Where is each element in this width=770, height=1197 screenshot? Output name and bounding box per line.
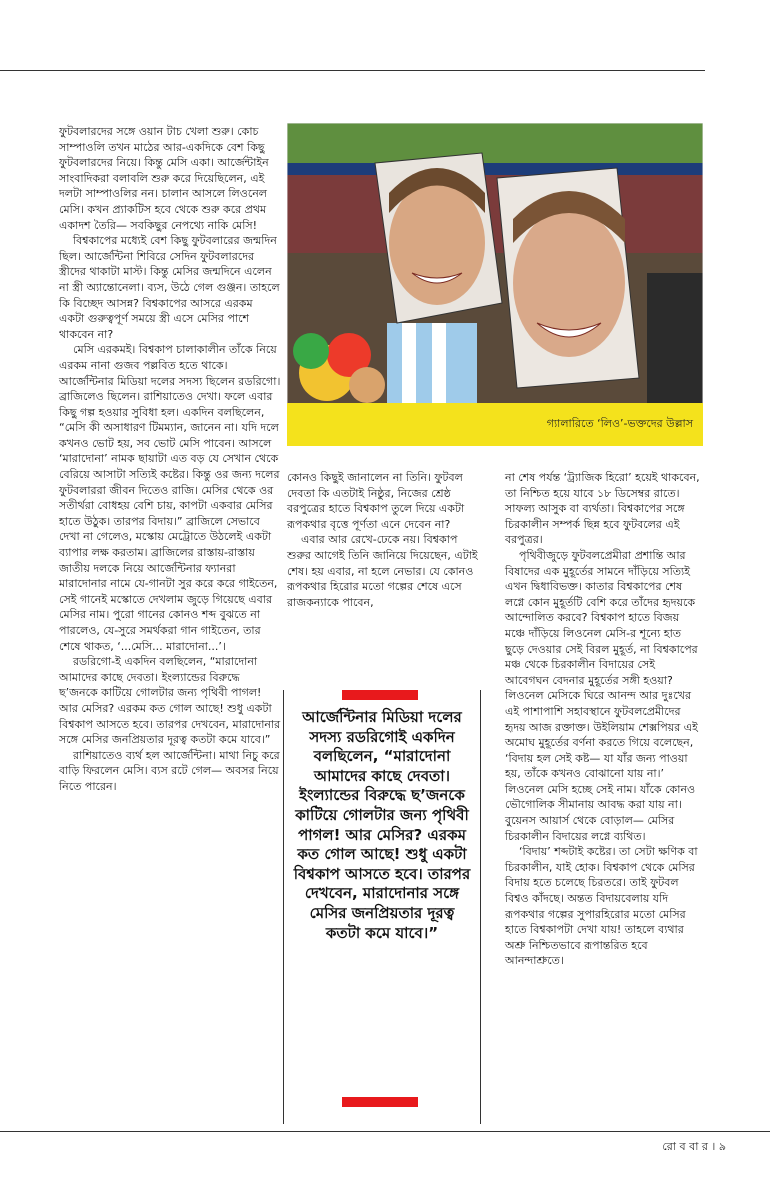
article-paragraph: ফুটবলারদের সঙ্গে ওয়ান টাচ খেলা শুরু। কোচ সাম্পাওলি তখন মাঠের আর-একদিকে বেশ কিছু ফুটবলারদের নিয়ে। কিন্তু মেসি একা। আর্জেন্টাইন সাংবাদিকরা বলাবলি শুরু করে দিয়েছিলেন, এই দলটা সাম্পাওলির নন। চালান আসলে লিওনেল মেসি। কখন প্র্যাকটিস হবে থেকে শুরু করে প্রথম একাদশ তৈরি— সবকিছুর নেপথ্যে নাকি মেসি! [59, 125, 269, 232]
article-paragraph: রডরিগো-ই একদিন বলছিলেন, “মারাদোনা আমাদের কাছে দেবতা। ইংল্যান্ডের বিরুদ্ধে ছ’জনকে কাটিয়ে গোলটার জন্য পৃথিবী পাগল! আর মেসির? এরকম কত গোল আছে! শুধু একটা বিশ্বকাপ আসতে হবে। তারপর দেখবেন, মারাদোনার সঙ্গে মেসির জনপ্রিয়তার দূরত্ব কতটা কমে যাবে।” [59, 655, 281, 747]
article-paragraph: রাশিয়াতেও ব্যর্থ হল আর্জেন্টিনা। মাথা নিচু করে বাড়ি ফিরলেন মেসি। ব্যস রটে গেল— অবসর নিয়ে নিতে পারেন। [59, 748, 280, 793]
pull-quote-bottom-bar [342, 1097, 418, 1107]
pull-quote-top-bar [342, 690, 418, 700]
article-paragraph: ‘বিদায়’ শব্দটাই কষ্টের। তা সেটা ক্ষণিক বা চিরকালীন, যাই হোক। বিশ্বকাপ থেকে মেসির বিদায় হতে চলেছে চিরতরে। তাই ফুটবল বিশ্বও কাঁদছে। অন্তত বিদায়বেলায় যদি রূপকথার গল্পের সুপারহিরোর মতো মেসির হাতে বিশ্বকাপটা দেখা যায়! তাহলে ব্যথার অশ্রু নিশ্চিতভাবে রূপান্তরিত হবে আনন্দাশ্রুতে। [505, 845, 698, 968]
article-paragraph: মেসি এরকমই। বিশ্বকাপ চালাকালীন তাঁকে নিয়ে এরকম নানা গুজব পল্লবিত হতে থাকে। আর্জেন্টিনার মিডিয়া দলের সদস্য ছিলেন রডরিগো। ব্রাজিলেও ছিলেন। রাশিয়াতেও দেখা। ফলে এবার কিছু গল্প হওয়ার সুবিধা হল। একদিন বলছিলেন, “মেসি কী অসাধারণ টিমম্যান, জানেন না। যদি দলে কখনও ভোট হয়, সব ভোট মেসি পাবেন। আসলে ‘মারাদোনা’ নামক ছায়াটা এত বড় যে সেখান থেকে বেরিয়ে আসাটা সত্যিই কষ্টের। কিন্তু ওর জন্য দলের ফুটবলাররা জীবন দিতেও রাজি। মেসির থেকে ওর সতীর্থরা বোধহয় বেশি চায়, কাপটা একবার মেসির হাতে উঠুক। তারপর বিদায়।” ব্রাজিলে সেভাবে দেখা না গেলেও, মস্কোয় মেট্রোতে উঠলেই একটা ব্যাপার লক্ষ করতাম। ব্রাজিলের রাস্তায়-রাস্তায় জাতীয় দলকে নিয়ে আর্জেন্টিনার ফ্যানরা মারাদোনার নামে যে-গানটা সুর করে করে গাইতেন, সেই গানেই মস্কোতে দেখলাম জুড়ে গিয়েছে এবার মেসির নাম। পুরো গানের কোনও শব্দ বুঝতে না পারলেও, যে-সুরে সমর্থকরা গান গাইতেন, তার শেষে থাকত, ‘...মেসি... মারাদোনা...’। [59, 343, 281, 653]
article-paragraph: না শেষ পর্যন্ত ‘ট্র্যাজিক হিরো’ হয়েই থাকবেন, তা নিশ্চিত হয়ে যাবে ১৮ ডিসেম্বর রাতে। সাফল্য আসুক বা ব্যর্থতা। বিশ্বকাপের সঙ্গে চিরকালীন সম্পর্ক ছিন্ন হবে ফুটবলের এই বরপুত্রর। [505, 471, 700, 547]
bottom-rule [0, 1131, 770, 1132]
article-paragraph: পৃথিবীজুড়ে ফুটবলপ্রেমীরা প্রশান্তি আর বিষাদের এক মুহূর্তের সামনে দাঁড়িয়ে সত্যিই এখন দ্বিধাবিভক্ত। কাতার বিশ্বকাপের শেষ লগ্নে কোন মুহূর্তটি বেশি করে তাঁদের হৃদয়কে আন্দোলিত করবে? বিশ্বকাপ হাতে বিজয় মঞ্চে দাঁড়িয়ে লিওনেল মেসি-র শূন্যে হাত ছুড়ে দেওয়ার সেই বিরল মুহূর্ত, না বিশ্বকাপের মঞ্চ থেকে চিরকালীন বিদায়ের সেই আবেগঘন বেদনার মুহূর্তের সঙ্গী হওয়া? লিওনেল মেসিকে ঘিরে আনন্দ আর দুঃখের এই পাশাপাশি সহাবস্থানে ফুটবলপ্রেমীদের হৃদয় আজ রক্তাক্ত। উইলিয়াম শেক্সপিয়র এই অমোঘ মুহূর্তের বর্ণনা করতে গিয়ে বলেছেন, ‘বিদায় হল সেই কষ্ট— যা যাঁর জন্য পাওয়া হয়, তাঁকে কখনও বোঝানো যায় না।’ লিওনেল মেসি হচ্ছে সেই নাম। যাঁকে কোনও ভৌগোলিক সীমানায় আবদ্ধ করা যায় না। বুয়েনস আয়ার্স থেকে বোড়াল— মেসির চিরকালীন বিদায়ের লগ্নে ব্যথিত। [505, 548, 698, 843]
article-column-2 [287, 470, 482, 610]
pull-quote-box [283, 690, 481, 1124]
article-column-1 [59, 124, 281, 795]
article-paragraph: কোনও কিছুই জানালেন না তিনি। ফুটবল দেবতা কি এতটাই নিষ্ঠুর, নিজের শ্রেষ্ঠ বরপুত্রের হাতে বিশ্বকাপ তুলে দিয়ে একটা রূপকথার বৃত্তে পূর্ণতা এনে দেবেন না? [287, 471, 465, 531]
caption-text: গ্যালারিতে ‘লিও’-ভক্তদের উল্লাস [546, 417, 693, 430]
pull-quote-text: আর্জেন্টিনার মিডিয়া দলের সদস্য রডরিগোই একদিন বলছিলেন, “মারাদোনা আমাদের কাছে দেবতা। ইংল্যান্ডের বিরুদ্ধে ছ’জনকে কাটিয়ে গোলটার জন্য পৃথিবী পাগল! আর মেসির? এরকম কত গোল আছে! শুধু একটা বিশ্বকাপ আসতে হবে। তারপর দেখবেন, মারাদোনার সঙ্গে মেসির জনপ্রিয়তার দূরত্ব কতটা কমে যাবে।” [293, 708, 471, 942]
fans-photo [287, 123, 703, 446]
article-paragraph: বিশ্বকাপের মধ্যেই বেশ কিছু ফুটবলারের জন্মদিন ছিল। আর্জেন্টিনা শিবিরে সেদিন ফুটবলারদের স্ত্রীদের থাকাটা মাস্ট। কিন্তু মেসির জন্মদিনে এলেন না স্ত্রী অ্যান্তোনেলা। ব্যস, উঠে গেল গুঞ্জন। তাহলে কি বিচ্ছেদ আসন্ন? বিশ্বকাপের আসরে এরকম একটা গুরুত্বপূর্ণ সময়ে স্ত্রী এসে মেসির পাশে থাকবেন না? [59, 234, 280, 341]
photo-caption [287, 403, 703, 446]
article-column-3 [505, 470, 702, 969]
article-paragraph: এবার আর রেখে-ঢেকে নয়। বিশ্বকাপ শুরুর আগেই তিনি জানিয়ে দিয়েছেন, এটাই শেষ। হয় এবার, না হলে নেভার। যে কোনও রূপকথার হিরোর মতো গল্পের শেষে এসে রাজকন্যাকে পাবেন, [287, 533, 478, 609]
top-rule [0, 70, 705, 71]
page-footer: রো ব বা র । ৯ [662, 1140, 726, 1153]
